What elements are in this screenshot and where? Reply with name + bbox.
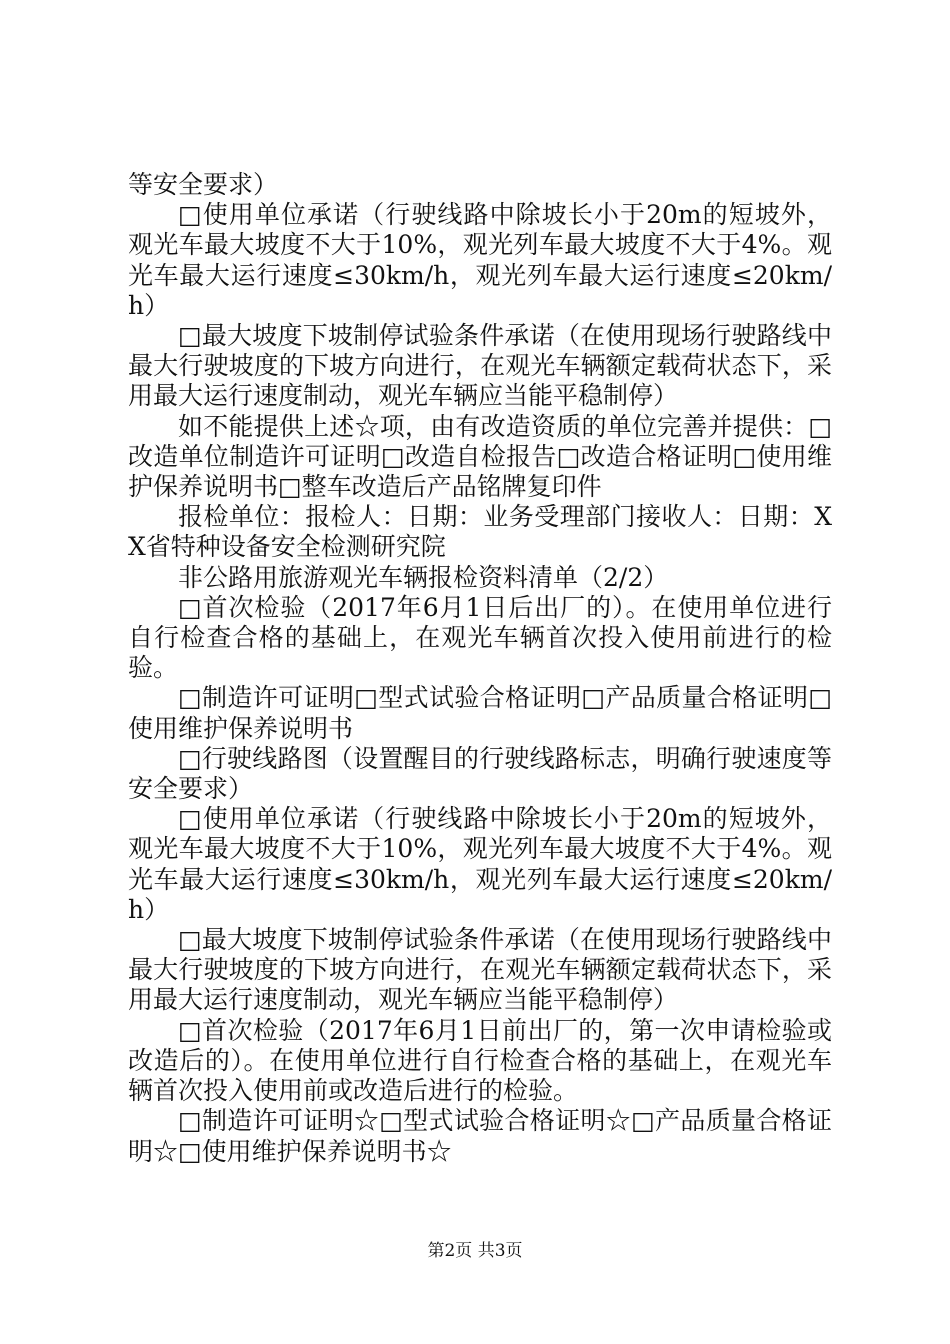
paragraph: □最大坡度下坡制停试验条件承诺（在使用现场行驶路线中最大行驶坡度的下坡方向进行，在观光车辆额定载荷状态下，采用最大运行速度制动，观光车辆应当能平稳制停） (128, 321, 832, 411)
paragraph: □制造许可证明☆□型式试验合格证明☆□产品质量合格证明☆□使用维护保养说明书☆ (128, 1106, 832, 1166)
document-body (128, 170, 832, 1167)
paragraph: □制造许可证明□型式试验合格证明□产品质量合格证明□使用维护保养说明书 (128, 683, 832, 743)
paragraph: □行驶线路图（设置醒目的行驶线路标志，明确行驶速度等安全要求） (128, 743, 832, 804)
paragraph: □最大坡度下坡制停试验条件承诺（在使用现场行驶路线中最大行驶坡度的下坡方向进行，在观光车辆额定载荷状态下，采用最大运行速度制动，观光车辆应当能平稳制停） (128, 925, 832, 1015)
section-heading: 非公路用旅游观光车辆报检资料清单（2/2） (178, 562, 669, 592)
paragraph: □使用单位承诺（行驶线路中除坡长小于20m的短坡外，观光车最大坡度不大于10%，观光列车最大坡度不大于4%。观光车最大运行速度≤30km/h，观光列车最大运行速度≤20km/h） (128, 200, 832, 320)
paragraph: 报检单位：报检人：日期：业务受理部门接收人：日期：XX省特种设备安全检测研究院 (128, 502, 832, 562)
paragraph: □首次检验（2017年6月1日前出厂的，第一次申请检验或改造后的）。在使用单位进行自行检查合格的基础上，在观光车辆首次投入使用前或改造后进行的检验。 (128, 1015, 832, 1106)
paragraph: □首次检验（2017年6月1日后出厂的）。在使用单位进行自行检查合格的基础上，在观光车辆首次投入使用前进行的检验。 (128, 592, 832, 683)
page-number: 第2页 共3页 (427, 1241, 523, 1261)
paragraph: 等安全要求） (128, 170, 279, 199)
paragraph: □使用单位承诺（行驶线路中除坡长小于20m的短坡外，观光车最大坡度不大于10%，观光列车最大坡度不大于4%。观光车最大运行速度≤30km/h，观光列车最大运行速度≤20km/h） (128, 804, 832, 924)
paragraph: 如不能提供上述☆项，由有改造资质的单位完善并提供：□改造单位制造许可证明□改造自检报告□改造合格证明□使用维护保养说明书□整车改造后产品铭牌复印件 (128, 411, 832, 502)
